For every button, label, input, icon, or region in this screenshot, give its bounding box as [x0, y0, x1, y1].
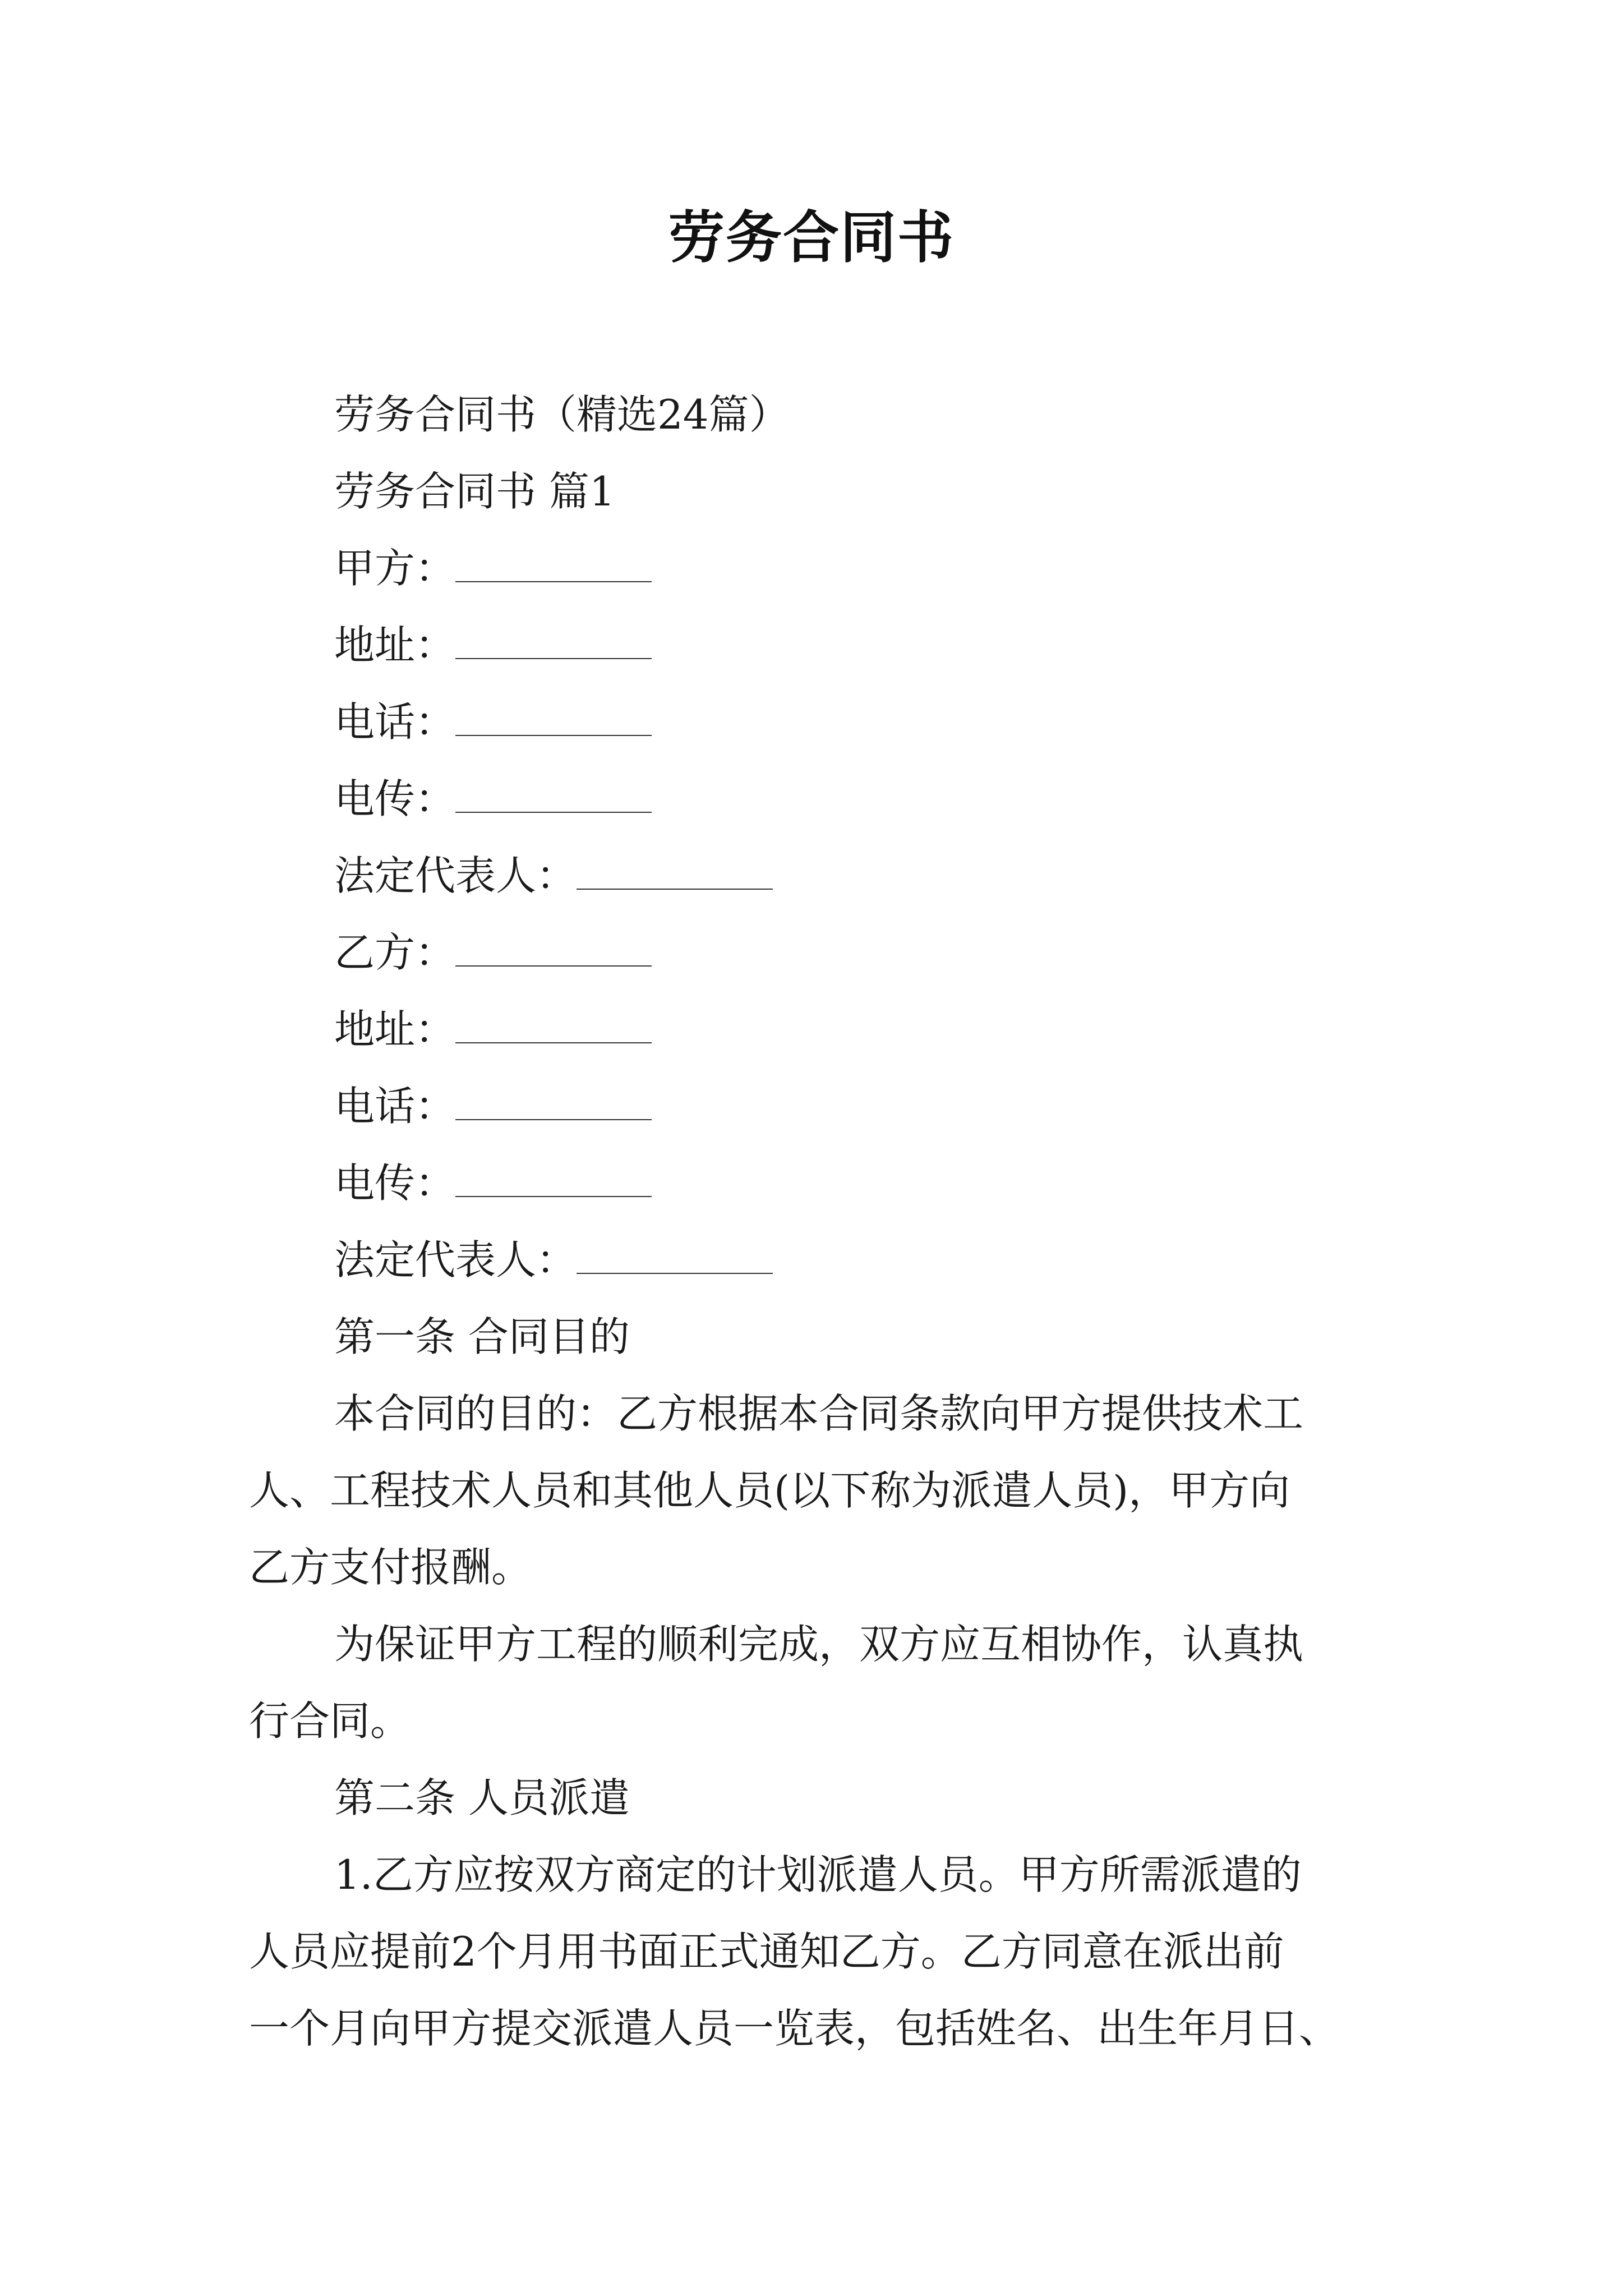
party-b-phone-field — [249, 1068, 1393, 1145]
party-b-rep-label: 法定代表人： — [334, 1236, 577, 1283]
party-b-block — [249, 914, 1393, 1299]
party-b-rep-blank — [577, 1239, 773, 1274]
document-subtitle: 劳务合同书（精选24篇） — [334, 391, 790, 438]
paragraph-line: 乙方支付报酬。 — [249, 1544, 532, 1591]
party-a-phone-blank — [455, 701, 652, 736]
party-a-rep-field — [249, 838, 1393, 914]
party-a-rep-blank — [577, 855, 773, 890]
party-a-rep-label: 法定代表人： — [334, 852, 577, 899]
party-a-block — [249, 530, 1393, 914]
article-1-heading: 第一条 合同目的 — [334, 1313, 630, 1360]
party-a-address-label: 地址： — [334, 622, 456, 669]
party-b-label: 乙方： — [334, 929, 456, 976]
party-a-fax-label: 电传： — [334, 775, 456, 822]
document-title: 劳务合同书 — [668, 204, 955, 270]
party-a-fax-field — [249, 761, 1393, 838]
section-title: 劳务合同书 篇1 — [334, 468, 615, 515]
party-b-blank — [455, 932, 652, 967]
party-b-phone-label: 电话： — [334, 1083, 456, 1130]
document-body — [249, 376, 1393, 2067]
party-b-address-field — [249, 991, 1393, 1068]
party-b-field — [249, 914, 1393, 991]
paragraph-line: 行合同。 — [249, 1697, 411, 1745]
party-a-phone-label: 电话： — [334, 698, 456, 746]
paragraph-line: 本合同的目的：乙方根据本合同条款向甲方提供技术工 — [334, 1390, 1304, 1437]
article-1-paragraph-1 — [249, 1375, 1393, 1606]
party-a-label: 甲方： — [334, 545, 456, 592]
party-a-fax-blank — [455, 778, 652, 813]
party-b-fax-field — [249, 1145, 1393, 1222]
party-b-fax-blank — [455, 1162, 652, 1197]
party-b-fax-label: 电传： — [334, 1159, 456, 1207]
article-1-paragraph-2 — [249, 1606, 1393, 1760]
party-b-phone-blank — [455, 1085, 652, 1120]
paragraph-line: 1.乙方应按双方商定的计划派遣人员。甲方所需派遣的 — [334, 1851, 1302, 1898]
party-a-blank — [455, 547, 652, 582]
party-a-field — [249, 530, 1393, 607]
party-a-address-field — [249, 607, 1393, 684]
party-a-phone-field — [249, 684, 1393, 761]
paragraph-line: 人、工程技术人员和其他人员(以下称为派遣人员)，甲方向 — [249, 1467, 1290, 1514]
article-2-heading: 第二条 人员派遣 — [334, 1774, 630, 1821]
paragraph-line: 为保证甲方工程的顺利完成，双方应互相协作，认真执 — [334, 1621, 1304, 1668]
party-b-rep-field — [249, 1222, 1393, 1299]
paragraph-line: 一个月向甲方提交派遣人员一览表，包括姓名、出生年月日、 — [249, 2005, 1340, 2052]
paragraph-line: 人员应提前2个月用书面正式通知乙方。乙方同意在派出前 — [249, 1928, 1284, 1975]
article-2-paragraph-1 — [249, 1837, 1393, 2067]
party-b-address-label: 地址： — [334, 1006, 456, 1053]
party-a-address-blank — [455, 624, 652, 659]
party-b-address-blank — [455, 1009, 652, 1043]
